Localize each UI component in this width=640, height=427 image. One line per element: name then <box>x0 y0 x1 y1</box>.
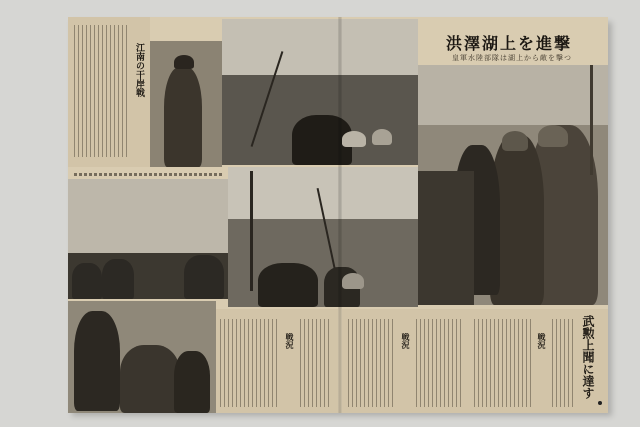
officer-figure <box>164 67 202 167</box>
article-text-lines <box>474 319 534 407</box>
smoke-sky <box>68 179 230 253</box>
bottom-left-text <box>216 309 338 413</box>
section-heading: 戦況 <box>537 333 547 349</box>
bottom-right-text <box>468 309 608 413</box>
mast-pole <box>590 65 593 175</box>
lake-boat-photo <box>222 19 418 165</box>
magazine-spread <box>68 17 608 413</box>
main-title: 洪澤湖上を進撃 <box>445 34 572 53</box>
center-fold <box>338 17 342 413</box>
boat-mast <box>250 171 253 291</box>
article-text-lines <box>74 25 130 157</box>
boat-railing <box>418 171 474 305</box>
crew-figure <box>174 351 210 413</box>
title-banner <box>418 17 608 63</box>
article-text-lines <box>220 319 278 407</box>
left-article-heading: 江南の干岸戦 <box>134 43 144 97</box>
crew-figure <box>74 311 120 411</box>
bottom-center-text <box>342 309 468 413</box>
officer-cap <box>174 55 194 69</box>
article-text-lines <box>552 319 576 407</box>
sub-title: 皇軍水陸部隊は湖上から敵を撃つ <box>452 54 572 62</box>
soldier-helmet <box>342 273 364 289</box>
artillery-crew-photo <box>68 301 216 413</box>
page-marker <box>598 401 602 405</box>
article-text-lines <box>300 319 332 407</box>
lake-sky <box>222 19 418 75</box>
section-heading: 戦況 <box>401 333 411 349</box>
section-heading: 戦況 <box>285 333 295 349</box>
article-text-lines <box>416 319 462 407</box>
article-text-lines <box>348 319 396 407</box>
soldier-silhouette <box>184 255 224 299</box>
convoy-water <box>228 219 418 307</box>
soldiers-on-boat-photo <box>418 65 608 305</box>
soldier-silhouette <box>102 259 134 299</box>
soldier-helmet <box>342 131 366 147</box>
soldier-helmet <box>538 125 568 147</box>
crew-figure <box>258 263 318 307</box>
left-article-column <box>68 17 150 167</box>
soldier-helmet <box>502 131 528 151</box>
soldier-helmet <box>372 129 392 145</box>
crew-figure <box>120 345 180 413</box>
soldier-silhouette <box>72 263 102 299</box>
photo-caption-strip <box>74 173 224 176</box>
boats-convoy-photo <box>228 167 418 307</box>
sky-area <box>418 65 608 125</box>
officer-portrait-photo <box>150 41 222 167</box>
shore-battle-photo <box>68 179 230 299</box>
article-heading-large: 武勲上聞に達す <box>581 315 595 399</box>
